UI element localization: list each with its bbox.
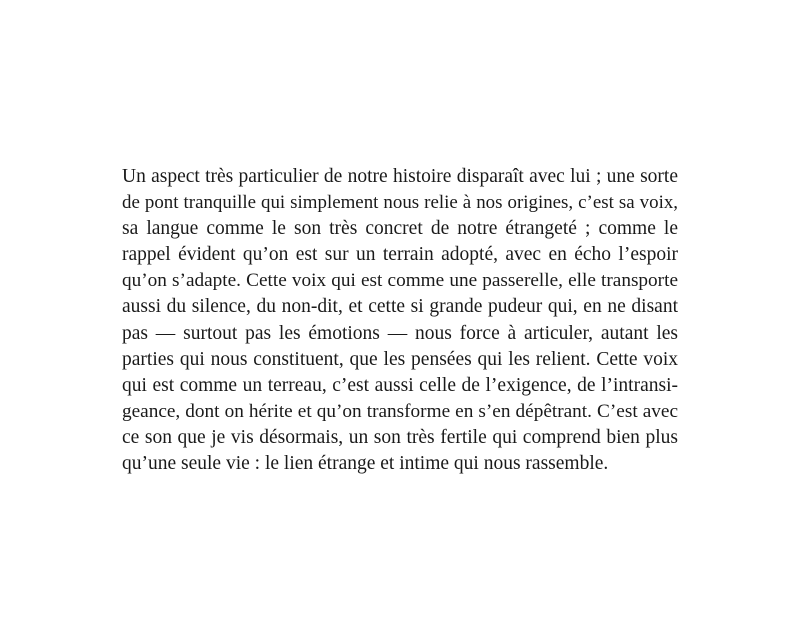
paragraph-line: ce son que je vis désormais, un son très fertile qui comprend bien plus <box>122 426 678 448</box>
paragraph-line: qu’on s’adapte. Cette voix qui est comme une passerelle, elle transporte <box>122 270 678 292</box>
paragraph-line: qu’une seule vie : le lien étrange et intime qui nous rassemble. <box>122 453 609 475</box>
paragraph-line: aussi du silence, du non-dit, et cette si grande pudeur qui, en ne disant <box>122 296 678 318</box>
body-paragraph <box>122 164 678 477</box>
paragraph-line: geance, dont on hérite et qu’on transforme en s’en dépêtrant. C’est avec <box>122 400 678 422</box>
paragraph-line: rappel évident qu’on est sur un terrain adopté, avec en écho l’espoir <box>122 244 678 266</box>
paragraph-line: de pont tranquille qui simplement nous relie à nos origines, c’est sa voix, <box>122 192 678 214</box>
paragraph-line: parties qui nous constituent, que les pensées qui les relient. Cette voix <box>122 348 678 370</box>
paragraph-line: qui est comme un terreau, c’est aussi celle de l’exigence, de l’intransi- <box>122 374 678 396</box>
paragraph-line: sa langue comme le son très concret de notre étrangeté ; comme le <box>122 218 678 240</box>
paragraph-line: pas — surtout pas les émotions — nous force à articuler, autant les <box>122 322 678 344</box>
paragraph-line: Un aspect très particulier de notre histoire disparaît avec lui ; une sorte <box>122 166 678 187</box>
